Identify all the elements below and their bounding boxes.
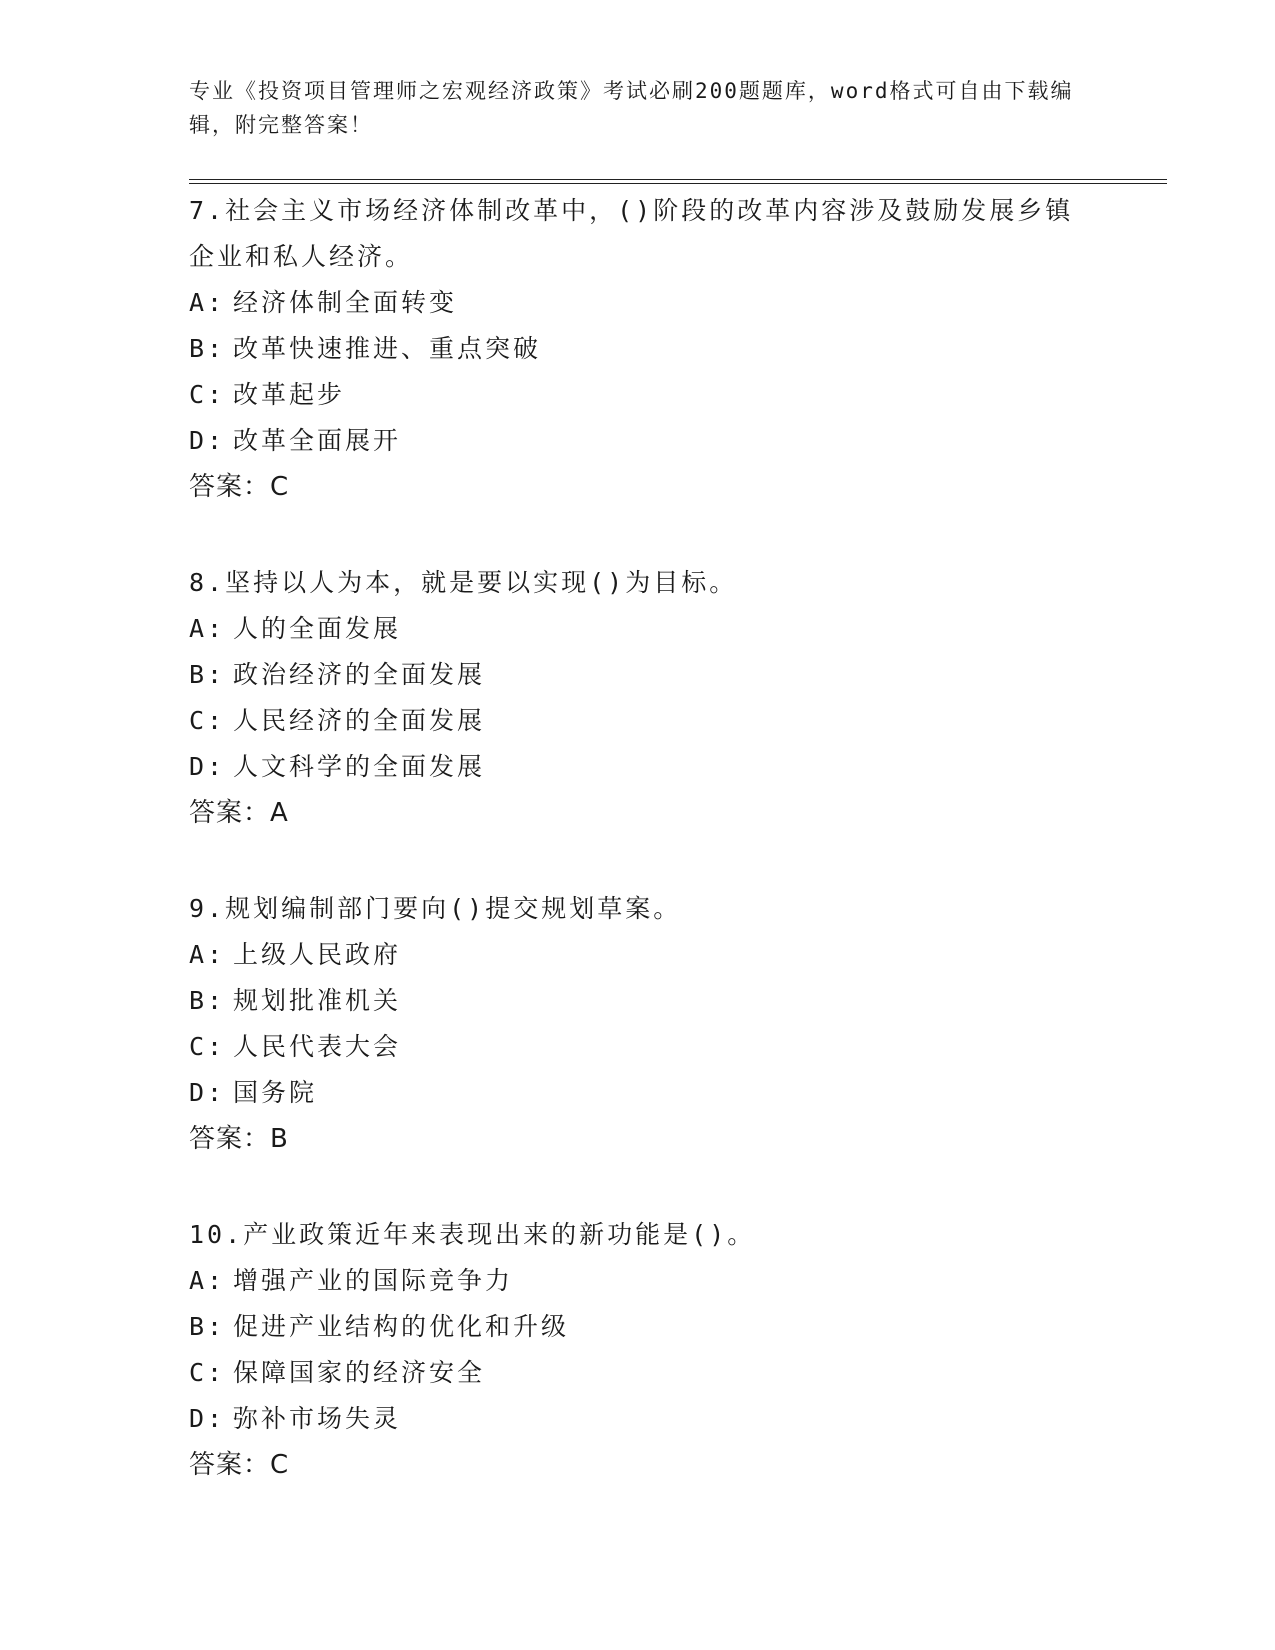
question-item (189, 886, 1089, 1162)
option-b (189, 978, 1089, 1024)
option-d (189, 744, 1089, 790)
option-letter: D: (189, 1404, 226, 1433)
option-b (189, 326, 1089, 372)
option-text: 人的全面发展 (233, 614, 402, 643)
option-letter: C: (189, 1032, 226, 1061)
question-item (189, 560, 1089, 836)
option-text: 改革起步 (233, 380, 346, 409)
option-text: 政治经济的全面发展 (233, 660, 486, 689)
option-letter: A: (189, 940, 226, 969)
option-letter: A: (189, 1266, 226, 1295)
option-letter: D: (189, 752, 226, 781)
question-stem: 7.社会主义市场经济体制改革中，()阶段的改革内容涉及鼓励发展乡镇企业和私人经济。 (189, 196, 1074, 271)
option-a (189, 280, 1089, 326)
option-text: 经济体制全面转变 (233, 288, 458, 317)
option-text: 人民经济的全面发展 (233, 706, 486, 735)
option-c (189, 1024, 1089, 1070)
option-letter: B: (189, 986, 226, 1015)
option-text: 人民代表大会 (233, 1032, 402, 1061)
option-a (189, 1258, 1089, 1304)
option-letter: A: (189, 288, 226, 317)
option-a (189, 932, 1089, 978)
answer-line: 答案：C (189, 1450, 290, 1480)
answer-line: 答案：B (189, 1124, 289, 1154)
question-item (189, 1212, 1089, 1488)
option-letter: D: (189, 1078, 226, 1107)
option-c (189, 372, 1089, 418)
option-text: 弥补市场失灵 (233, 1404, 402, 1433)
option-text: 上级人民政府 (233, 940, 402, 969)
option-c (189, 698, 1089, 744)
option-letter: B: (189, 660, 226, 689)
header-divider (189, 179, 1167, 180)
option-b (189, 652, 1089, 698)
option-text: 人文科学的全面发展 (233, 752, 486, 781)
option-text: 促进产业结构的优化和升级 (233, 1312, 570, 1341)
question-item (189, 188, 1089, 510)
option-d (189, 418, 1089, 464)
option-letter: D: (189, 426, 226, 455)
header-divider (189, 183, 1167, 184)
option-text: 规划批准机关 (233, 986, 402, 1015)
option-letter: C: (189, 1358, 226, 1387)
option-text: 增强产业的国际竞争力 (233, 1266, 514, 1295)
option-b (189, 1304, 1089, 1350)
option-d (189, 1396, 1089, 1442)
question-list (189, 188, 1089, 1538)
option-d (189, 1070, 1089, 1116)
option-text: 国务院 (233, 1078, 318, 1107)
option-letter: B: (189, 334, 226, 363)
option-letter: A: (189, 614, 226, 643)
question-stem: 10.产业政策近年来表现出来的新功能是()。 (189, 1220, 756, 1249)
option-letter: C: (189, 380, 226, 409)
document-header: 专业《投资项目管理师之宏观经济政策》考试必刷200题题库，word格式可自由下载编辑，附完整答案！ (189, 79, 1074, 137)
answer-line: 答案：C (189, 472, 290, 502)
question-stem: 8.坚持以人为本，就是要以实现()为目标。 (189, 568, 738, 597)
option-text: 改革快速推进、重点突破 (233, 334, 542, 363)
question-stem: 9.规划编制部门要向()提交规划草案。 (189, 894, 682, 923)
option-c (189, 1350, 1089, 1396)
option-letter: C: (189, 706, 226, 735)
option-text: 改革全面展开 (233, 426, 402, 455)
option-text: 保障国家的经济安全 (233, 1358, 486, 1387)
option-letter: B: (189, 1312, 226, 1341)
answer-line: 答案：A (189, 798, 289, 828)
option-a (189, 606, 1089, 652)
